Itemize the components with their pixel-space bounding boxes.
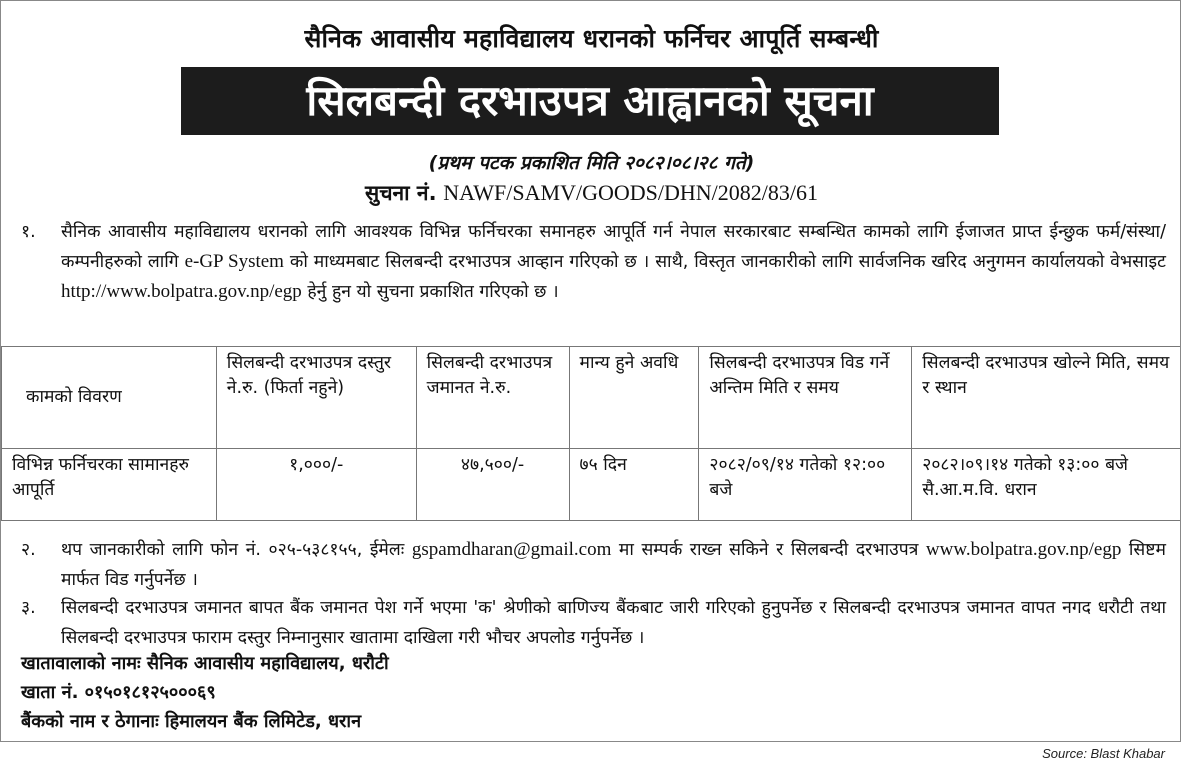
table-cell: विभिन्न फर्निचरका सामानहरु आपूर्ति [2, 449, 217, 521]
paragraph-2 [21, 535, 1166, 595]
table-row [2, 449, 1181, 521]
notice-subtitle: सैनिक आवासीय महाविद्यालय धरानको फर्निचर आपूर्ति सम्बन्धी [304, 24, 879, 53]
contact-email: gspamdharan@gmail.com [411, 539, 612, 560]
paragraph-3 [21, 593, 1166, 653]
bolpatra-url: www.bolpatra.gov.np/egp [925, 539, 1122, 560]
image-source: Source: Blast Khabar [1042, 746, 1165, 761]
table-cell: १,०००/- [216, 449, 416, 521]
column-header: सिलबन्दी दरभाउपत्र विड गर्ने अन्तिम मिति र समय [699, 347, 912, 449]
paragraph-text: सिष्टम मार्फत विड गर्नुपर्नेछ । [61, 540, 1166, 590]
paragraph-text: थप जानकारीको लागि फोन नं. ०२५-५३८१५५, ईमेलः [61, 540, 405, 560]
column-header: सिलबन्दी दरभाउपत्र दस्तुर ने.रु. (फिर्ता नहुने) [216, 347, 416, 449]
table-cell: २०८२/०९/१४ गतेको १२:०० बजे [699, 449, 912, 521]
column-header: सिलबन्दी दरभाउपत्र जमानत ने.रु. [416, 347, 569, 449]
paragraph-text: सिलबन्दी दरभाउपत्र जमानत बापत बैंक जमानत पेश गर्ने भएमा 'क' श्रेणीको बाणिज्य बैंकबाट जारी गरिएको हुनुपर्नेछ र सिलबन्दी दरभाउपत्र जमानत वापत नगद धरौटी तथा सिलबन्दी दरभाउपत्र फाराम दस्तुर निम्नानुसार खातामा दाखिला गरी भौचर अपलोड गर्नुपर्नेछ । [61, 598, 1166, 648]
table-cell: ४७,५००/- [416, 449, 569, 521]
bolpatra-url: http://www.bolpatra.gov.np/egp [61, 281, 302, 302]
publication-date: (प्रथम पटक प्रकाशित मिति २०८२।०८।२८ गते) [428, 152, 755, 174]
paragraph-number: १. [21, 222, 36, 242]
table-header-row [2, 347, 1181, 449]
notice-reference [1, 179, 1181, 207]
notice-title: सिलबन्दी दरभाउपत्र आह्वानको सूचना [306, 76, 874, 125]
table-cell: २०८२।०९।१४ गतेको १३:०० बजे सै.आ.म.वि. धरान [912, 449, 1181, 521]
notice-title-banner [181, 67, 999, 135]
column-header: मान्य हुने अवधि [569, 347, 699, 449]
bank-name: बैंकको नाम र ठेगानाः हिमालयन बैंक लिमिटेड, धरान [21, 711, 362, 732]
account-number: खाता नं. ०१५०१८१२५०००६९ [21, 682, 216, 703]
paragraph-text: मा सम्पर्क राख्न सकिने र सिलबन्दी दरभाउपत्र [618, 540, 919, 560]
reference-number: NAWF/SAMV/GOODS/DHN/2082/83/61 [443, 180, 818, 205]
column-header: सिलबन्दी दरभाउपत्र खोल्ने मिति, समय र स्थान [912, 347, 1181, 449]
table-cell: ७५ दिन [569, 449, 699, 521]
paragraph-text: हेर्नु हुन यो सुचना प्रकाशित गरिएको छ । [307, 282, 559, 302]
account-holder: खातावालाको नामः सैनिक आवासीय महाविद्यालय, धरौटी [21, 653, 389, 674]
column-header: कामको विवरण [2, 347, 217, 449]
paragraph-1 [21, 217, 1166, 307]
paragraph-number: ३. [21, 598, 36, 618]
tender-table [1, 346, 1181, 521]
paragraph-text: सैनिक आवासीय महाविद्यालय धरानको लागि आवश्यक विभिन्न फर्निचरका समानहरु आपूर्ति गर्न नेपाल सरकारबाट सम्बन्धित कामको लागि ईजाजत प्राप्त ईन्छुक फर्म/संस्था/ कम्पनीहरुको लागि [61, 222, 1166, 272]
egp-system-text: e-GP System [184, 251, 284, 272]
reference-label: सुचना नं. [365, 181, 437, 205]
paragraph-text: को माध्यमबाट सिलबन्दी दरभाउपत्र आव्हान गरिएको छ । साथै, विस्तृत जानकारीको लागि सार्वजनिक खरिद अनुगमन कार्यालयको वेभसाइट [289, 252, 1166, 272]
paragraph-number: २. [21, 540, 36, 560]
